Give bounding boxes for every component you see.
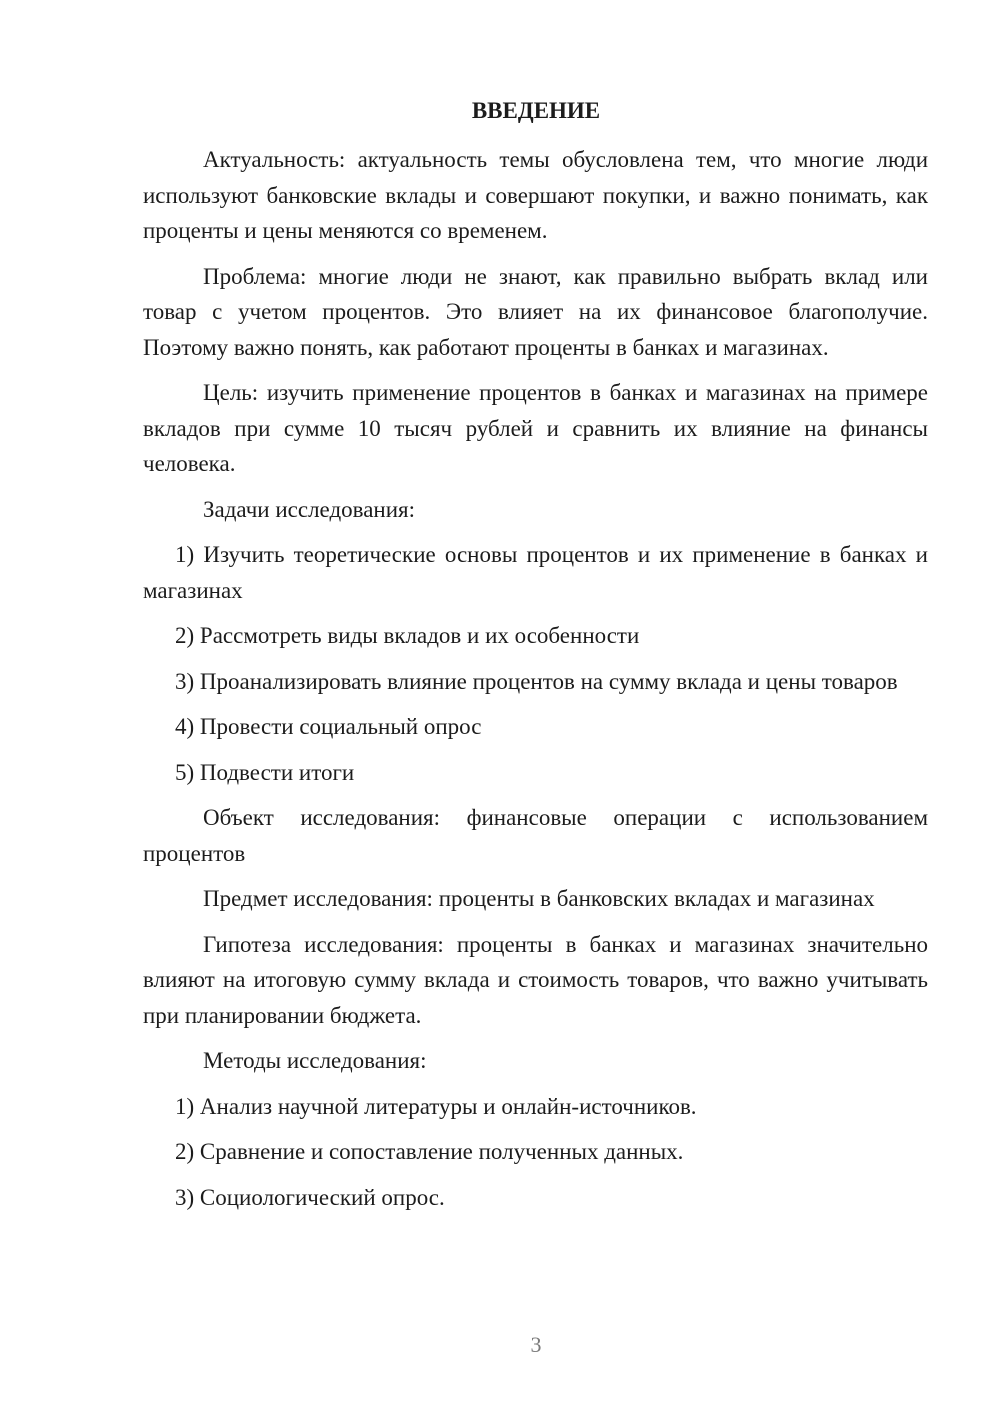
- object-paragraph: Объект исследования: финансовые операции с использованием процентов: [143, 805, 928, 866]
- page-title: ВВЕДЕНИЕ: [471, 98, 601, 123]
- task-item: 1) Изучить теоретические основы процентов и их применение в банках и магазинах: [143, 542, 928, 603]
- method-item: 2) Сравнение и сопоставление полученных данных.: [175, 1139, 684, 1164]
- methods-heading: Методы исследования:: [203, 1048, 427, 1073]
- method-item: 1) Анализ научной литературы и онлайн-источников.: [175, 1093, 697, 1119]
- subject-paragraph: Предмет исследования: проценты в банковских вкладах и магазинах: [203, 886, 875, 911]
- task-item: 3) Проанализировать влияние процентов на сумму вклада и цены товаров: [175, 668, 898, 694]
- task-item: 4) Провести социальный опрос: [175, 714, 482, 739]
- page-number: 3: [530, 1332, 542, 1357]
- page-body: [143, 142, 928, 1225]
- goal-paragraph: Цель: изучить применение процентов в банках и магазинах на примере вкладов при сумме 10 тысяч рублей и сравнить их влияние на финансы человека.: [143, 380, 928, 476]
- task-item: 2) Рассмотреть виды вкладов и их особенности: [175, 623, 640, 648]
- problem-paragraph: Проблема: многие люди не знают, как правильно выбрать вклад или товар с учетом процентов. Это влияет на их финансовое благополучие. Поэтому важно понять, как работают проценты в банках и магазинах.: [143, 263, 928, 360]
- relevance-paragraph: Актуальность: актуальность темы обусловлена тем, что многие люди используют банковские вклады и совершают покупки, и важно понимать, как проценты и цены меняются со временем.: [143, 147, 928, 243]
- hypothesis-paragraph: Гипотеза исследования: проценты в банках и магазинах значительно влияют на итоговую сумму вклада и стоимость товаров, что важно учитывать при планировании бюджета.: [143, 931, 928, 1028]
- task-item: 5) Подвести итоги: [175, 759, 355, 785]
- tasks-heading: Задачи исследования:: [203, 496, 416, 522]
- method-item: 3) Социологический опрос.: [175, 1184, 445, 1210]
